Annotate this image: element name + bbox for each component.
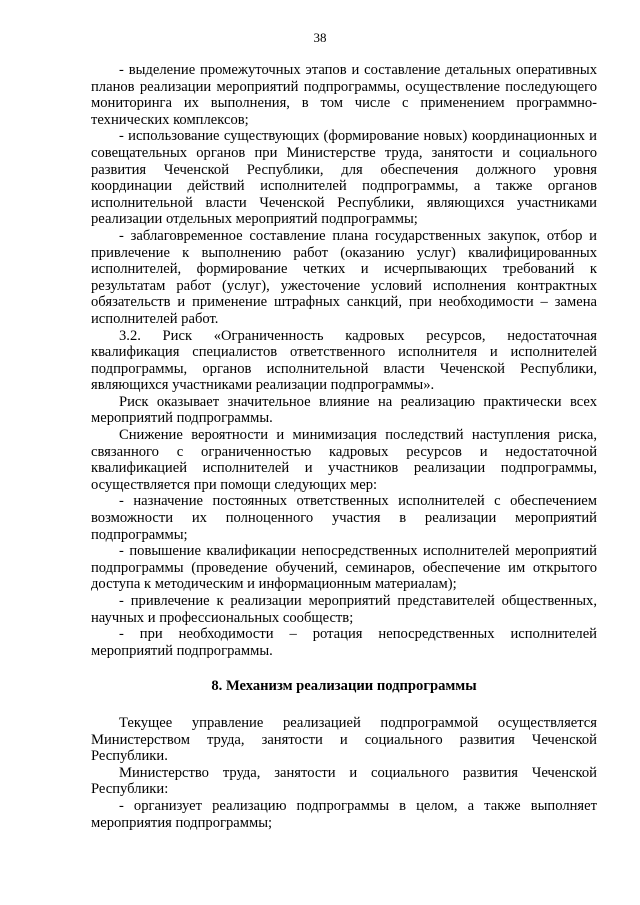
paragraph-list-item: - использование существующих (формирование новых) координационных и совещательных органов при Министерстве труда, занятости и социального развития Чеченской Республики, для обеспечения должного уровня координации действий исполнителей подпрограммы, а также органов исполнительной власти Чеченской Республики, являющихся участниками реализации отдельных мероприятий подпрограммы;: [91, 128, 597, 228]
paragraph-list-item: - организует реализацию подпрограммы в целом, а также выполняет мероприятия подпрограммы;: [91, 797, 597, 831]
section-heading: 8. Механизм реализации подпрограммы: [211, 678, 477, 695]
page-number: 38: [313, 30, 327, 45]
paragraph-list-item: - заблаговременное составление плана государственных закупок, отбор и привлечение к выполнению работ (оказанию услуг) квалифицированных исполнителей, формирование четких и исчерпывающих требований к результатам работ (услуг), ужесточение условий исполнения контрактных обязательств и применение штрафных санкций, при необходимости – замена исполнителей работ.: [91, 227, 597, 327]
paragraph-list-item: - при необходимости – ротация непосредственных исполнителей мероприятий подпрограммы.: [91, 626, 597, 659]
page-content: [91, 62, 597, 831]
paragraph: Риск оказывает значительное влияние на реализацию практически всех мероприятий подпрограммы.: [91, 393, 597, 427]
paragraph: Снижение вероятности и минимизация последствий наступления риска, связанного с ограниченностью кадровых ресурсов и недостаточной квалификацией исполнителей и участников реализации подпрограммы, осуществляется при помощи следующих мер:: [91, 427, 597, 493]
paragraph-list-item: - повышение квалификации непосредственных исполнителей мероприятий подпрограммы (проведение обучений, семинаров, обеспечение им открытого доступа к методическим и информационным материалам);: [91, 543, 597, 593]
paragraph-list-item: - выделение промежуточных этапов и составление детальных оперативных планов реализации мероприятий подпрограммы, осуществление последующего мониторинга их выполнения, в том числе с применением программно-технических комплексов;: [91, 62, 597, 128]
paragraph-risk-title: 3.2. Риск «Ограниченность кадровых ресурсов, недостаточная квалификация специалистов ответственного исполнителя и исполнителей подпрограммы, органов исполнительной власти Чеченской Республики, являющихся участниками реализации подпрограммы».: [91, 327, 597, 394]
paragraph-list-item: - назначение постоянных ответственных исполнителей с обеспечением возможности их полноценного участия в реализации мероприятий подпрограммы;: [91, 493, 597, 543]
paragraph: Министерство труда, занятости и социального развития Чеченской Республики:: [91, 764, 597, 798]
paragraph-list-item: - привлечение к реализации мероприятий представителей общественных, научных и профессиональных сообществ;: [91, 593, 597, 626]
paragraph: Текущее управление реализацией подпрограммой осуществляется Министерством труда, занятости и социального развития Чеченской Республики.: [91, 714, 597, 765]
